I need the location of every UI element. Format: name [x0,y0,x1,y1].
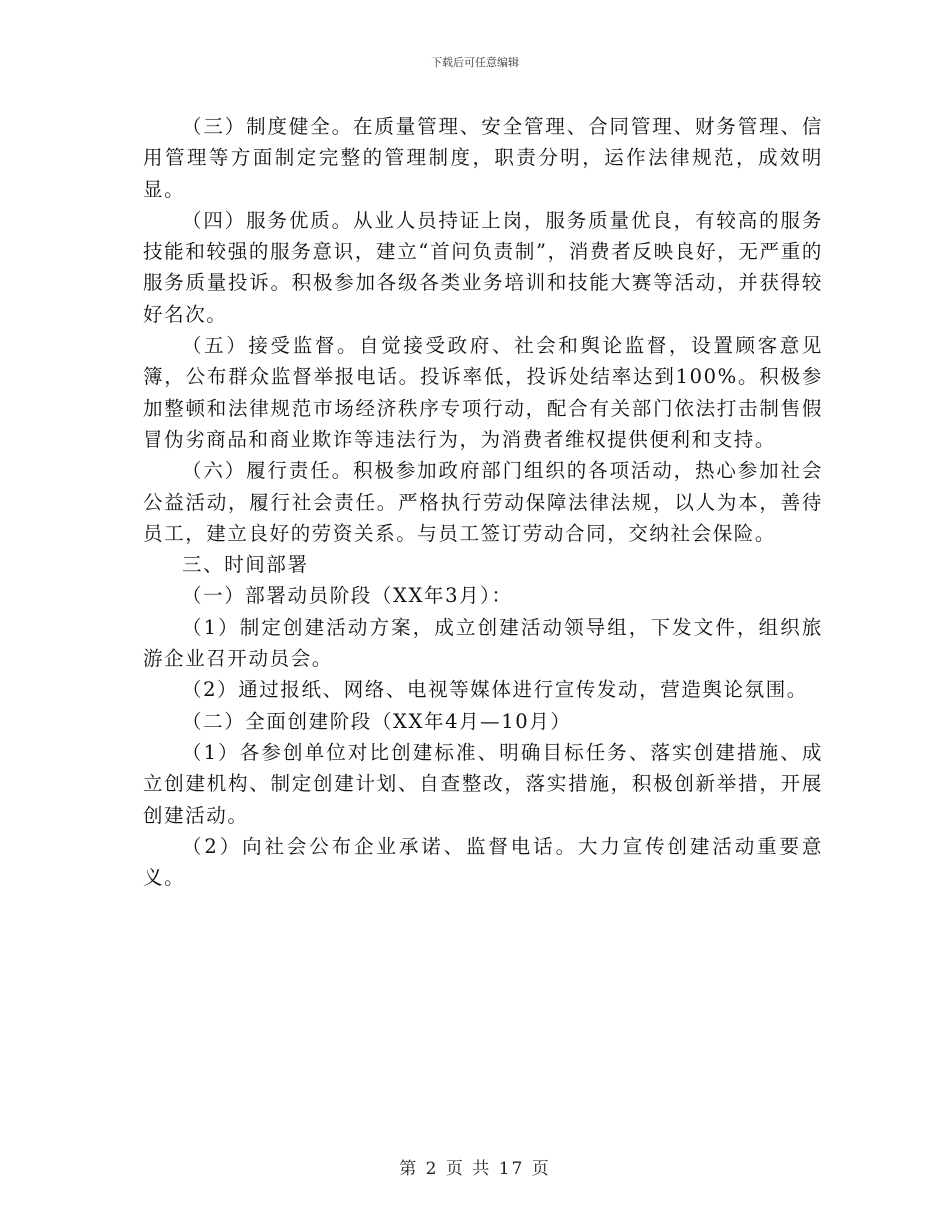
subheading-mobilization-stage: （一）部署动员阶段（XX年3月）： [182,584,513,608]
paragraph-service-quality: （四）服务优质。从业人员持证上岗，服务质量优良，有较高的服务技能和较强的服务意识，建立“首问负责制”，消费者反映良好，无严重的服务质量投诉。积极参加各级各类业务培训和技能大赛等活动，并获得较好名次。 [143,208,823,326]
list-item-creation-1: （1）各参创单位对比创建标准、明确目标任务、落实创建措施、成立创建机构、制定创建计划、自查整改，落实措施，积极创新举措，开展创建活动。 [143,740,823,827]
paragraph-fulfill-responsibility: （六）履行责任。积极参加政府部门组织的各项活动，热心参加社会公益活动，履行社会责任。严格执行劳动保障法律法规，以人为本，善待员工，建立良好的劳资关系。与员工签订劳动合同，交纳社会保险。 [143,459,823,545]
page-number: 第 2 页 共 17 页 [399,1159,551,1179]
document-body [143,111,823,893]
paragraph-system-sound: （三）制度健全。在质量管理、安全管理、合同管理、财务管理、信用管理等方面制定完整的管理制度，职责分明，运作法律规范，成效明显。 [143,115,823,201]
list-item-mobilization-1: （1）制定创建活动方案，成立创建活动领导组，下发文件，组织旅游企业召开动员会。 [143,615,823,671]
list-item-mobilization-2: （2）通过报纸、网络、电视等媒体进行宣传发动，营造舆论氛围。 [182,678,808,702]
list-item-creation-2: （2）向社会公布企业承诺、监督电话。大力宣传创建活动重要意义。 [143,834,823,890]
page-header-note: 下载后可任意编辑 [431,56,519,69]
paragraph-accept-supervision: （五）接受监督。自觉接受政府、社会和舆论监督，设置顾客意见簿，公布群众监督举报电话。投诉率低，投诉处结率达到100%。积极参加整顿和法律规范市场经济秩序专项行动，配合有关部门依法打击制售假冒伪劣商品和商业欺诈等违法行为，为消费者维权提供便利和支持。 [143,334,823,451]
section-heading-time-schedule: 三、时间部署 [182,553,309,577]
subheading-full-creation-stage: （二）全面创建阶段（XX年4月—10月） [182,709,572,733]
